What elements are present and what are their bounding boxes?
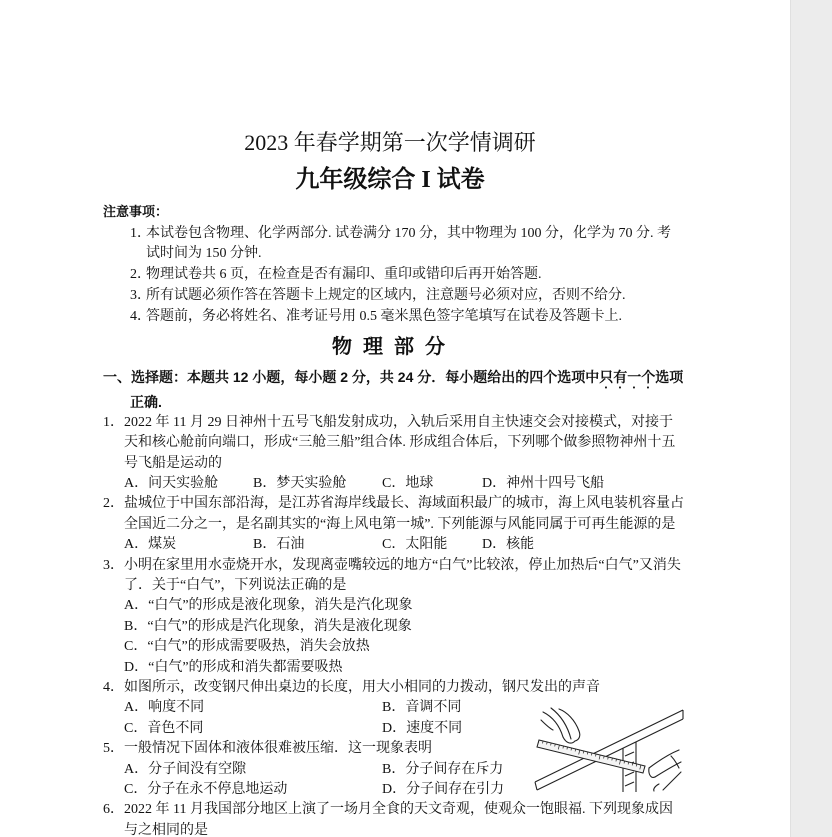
option-c bbox=[124, 780, 382, 800]
option-text: 太阳能 bbox=[405, 537, 448, 553]
option-label: B． bbox=[382, 761, 406, 777]
option-d bbox=[124, 658, 343, 678]
option-text: 音色不同 bbox=[147, 720, 204, 736]
question-number: 5． bbox=[103, 741, 124, 757]
option-b bbox=[382, 760, 503, 780]
option-label: D． bbox=[124, 659, 149, 675]
option-text: 核能 bbox=[506, 537, 535, 553]
question-number: 4． bbox=[103, 679, 124, 695]
option-text: 地球 bbox=[405, 475, 434, 491]
option-text: “白气”的形成是汽化现象，消失是液化现象 bbox=[147, 618, 412, 634]
option-label: A． bbox=[124, 700, 149, 716]
question-stem-line: 天和核心舱前向端口，形成“三舱三船”组合体. 形成组合体后，下列哪个做参照物神州十五 bbox=[124, 435, 676, 451]
right-hand bbox=[649, 750, 681, 791]
option-d bbox=[482, 474, 604, 494]
option-row bbox=[124, 535, 783, 555]
scrollbar-track[interactable] bbox=[790, 0, 832, 837]
note-number: 1． bbox=[130, 225, 151, 241]
note-item-1 bbox=[130, 224, 780, 266]
option-label: B． bbox=[253, 537, 277, 553]
option-a bbox=[124, 596, 413, 616]
option-text: 分子间存在引力 bbox=[406, 782, 505, 798]
option-text: 分子间存在斥力 bbox=[405, 761, 504, 777]
question-stem-line: 一般情况下固体和液体很难被压缩．这一现象表明 bbox=[124, 741, 432, 757]
option-label: C． bbox=[124, 782, 148, 798]
exam-title: 2023 年春学期第一次学情调研 bbox=[244, 130, 536, 155]
option-b bbox=[382, 698, 461, 718]
option-label: A． bbox=[124, 761, 149, 777]
question-stem-line: 如图所示，改变钢尺伸出桌边的长度，用大小相同的力拨动，钢尺发出的声音 bbox=[124, 679, 600, 695]
option-a bbox=[124, 535, 253, 555]
option-text: 响度不同 bbox=[148, 700, 205, 716]
note-line: 试时间为 150 分钟. bbox=[146, 246, 262, 262]
part-heading bbox=[103, 367, 783, 392]
question-2 bbox=[103, 494, 783, 555]
option-label: C． bbox=[124, 639, 148, 655]
option-text: 速度不同 bbox=[406, 720, 463, 736]
option-label: C． bbox=[124, 720, 148, 736]
option-text: 分子在永不停息地运动 bbox=[147, 782, 288, 798]
note-text bbox=[146, 265, 780, 286]
note-number: 2． bbox=[130, 267, 151, 283]
question-number: 1． bbox=[103, 414, 124, 430]
option-text: 神州十四号飞船 bbox=[506, 475, 605, 491]
option-c bbox=[382, 535, 482, 555]
option-row bbox=[124, 617, 783, 637]
option-text: 石油 bbox=[276, 537, 305, 553]
ruler-on-table-figure bbox=[533, 706, 685, 792]
option-b bbox=[124, 617, 412, 637]
option-d bbox=[482, 535, 534, 555]
option-c bbox=[124, 719, 382, 739]
part-heading-text-end: 选项 bbox=[655, 369, 684, 386]
question-number: 6． bbox=[103, 802, 124, 818]
section-title: 物 理 部 分 bbox=[332, 336, 448, 358]
option-b bbox=[253, 535, 382, 555]
question-stem-line: 小明在家里用水壶烧开水，发现离壶嘴较远的地方“白气”比较浓，停止加热后“白气”又消失 bbox=[124, 557, 681, 573]
note-item-3 bbox=[130, 286, 780, 307]
option-d bbox=[382, 780, 504, 800]
option-row bbox=[124, 658, 783, 678]
question-3 bbox=[103, 556, 783, 678]
question-stem-line: 与之相同的是 bbox=[124, 822, 208, 837]
option-label: B． bbox=[253, 475, 277, 491]
option-text: 分子间没有空隙 bbox=[148, 761, 247, 777]
question-number: 3． bbox=[103, 557, 124, 573]
option-label: D． bbox=[482, 537, 507, 553]
option-c bbox=[382, 474, 482, 494]
notes-list bbox=[130, 224, 780, 328]
option-a bbox=[124, 760, 382, 780]
note-line: 本试卷包含物理、化学两部分. 试卷满分 170 分，其中物理为 100 分，化学为 70 分. 考 bbox=[146, 225, 671, 241]
option-label: D． bbox=[382, 782, 407, 798]
question-stem-line: 全国近二分之一，是名副其实的“海上风电第一城”. 下列能源与风能同属于可再生能源的是 bbox=[124, 516, 676, 532]
option-row bbox=[124, 474, 783, 494]
option-label: C． bbox=[382, 475, 406, 491]
part-heading-text: 一、选择题：本题共 12 小题，每小题 2 分，共 24 分．每小题给出的四个选项中 bbox=[103, 369, 600, 386]
question-stem-line: 号飞船是运动的 bbox=[124, 455, 222, 471]
option-row bbox=[124, 637, 783, 657]
option-text: 梦天实验舱 bbox=[276, 475, 347, 491]
note-text bbox=[146, 307, 780, 328]
option-text: “白气”的形成需要吸热，消失会放热 bbox=[147, 639, 370, 655]
option-d bbox=[382, 719, 462, 739]
note-line: 答题前，务必将姓名、准考证号用 0.5 毫米黑色签字笔填写在试卷及答题卡上. bbox=[146, 308, 622, 324]
option-row bbox=[124, 596, 783, 616]
question-stem-line: 了．关于“白气”，下列说法正确的是 bbox=[124, 577, 347, 593]
left-hand bbox=[541, 708, 580, 743]
option-label: A． bbox=[124, 475, 149, 491]
question-stem-line: 2022 年 11 月 29 日神州十五号飞船发射成功，入轨后采用自主快速交会对接模式，对接于 bbox=[124, 414, 673, 430]
option-a bbox=[124, 698, 382, 718]
note-number: 4． bbox=[130, 308, 151, 324]
option-label: B． bbox=[124, 618, 148, 634]
exam-subtitle: 九年级综合 I 试卷 bbox=[295, 167, 485, 193]
question-number: 2． bbox=[103, 496, 124, 512]
question-stem-line: 2022 年 11 月我国部分地区上演了一场月全食的天文奇观，使观众一饱眼福. 下列现象成因 bbox=[124, 802, 673, 818]
part-heading-emphasis: 只有一个 bbox=[599, 369, 656, 386]
question-6 bbox=[103, 800, 783, 837]
option-text: 音调不同 bbox=[405, 700, 462, 716]
option-label: C． bbox=[382, 537, 406, 553]
option-text: 煤炭 bbox=[148, 537, 177, 553]
option-text: “白气”的形成是液化现象，消失是汽化现象 bbox=[148, 598, 413, 614]
note-number: 3． bbox=[130, 287, 151, 303]
option-label: A． bbox=[124, 598, 149, 614]
option-label: B． bbox=[382, 700, 406, 716]
note-text bbox=[146, 286, 780, 307]
option-b bbox=[253, 474, 382, 494]
part-heading-continuation: 正确. bbox=[130, 394, 162, 411]
option-label: D． bbox=[382, 720, 407, 736]
option-text: “白气”的形成和消失都需要吸热 bbox=[148, 659, 343, 675]
note-item-4 bbox=[130, 307, 780, 328]
option-c bbox=[124, 637, 370, 657]
option-label: A． bbox=[124, 537, 149, 553]
note-text bbox=[146, 224, 780, 266]
note-item-2 bbox=[130, 265, 780, 286]
note-line: 所有试题必须作答在答题卡上规定的区域内，注意题号必须对应，否则不给分. bbox=[146, 287, 626, 303]
question-stem-line: 盐城位于中国东部沿海，是江苏省海岸线最长、海域面积最广的城市，海上风电装机容量占 bbox=[124, 496, 684, 512]
notes-heading: 注意事项： bbox=[103, 204, 169, 219]
note-line: 物理试卷共 6 页，在检查是否有漏印、重印或错印后再开始答题. bbox=[146, 267, 542, 283]
option-a bbox=[124, 474, 253, 494]
option-text: 问天实验舱 bbox=[148, 475, 219, 491]
question-1 bbox=[103, 413, 783, 495]
option-label: D． bbox=[482, 475, 507, 491]
